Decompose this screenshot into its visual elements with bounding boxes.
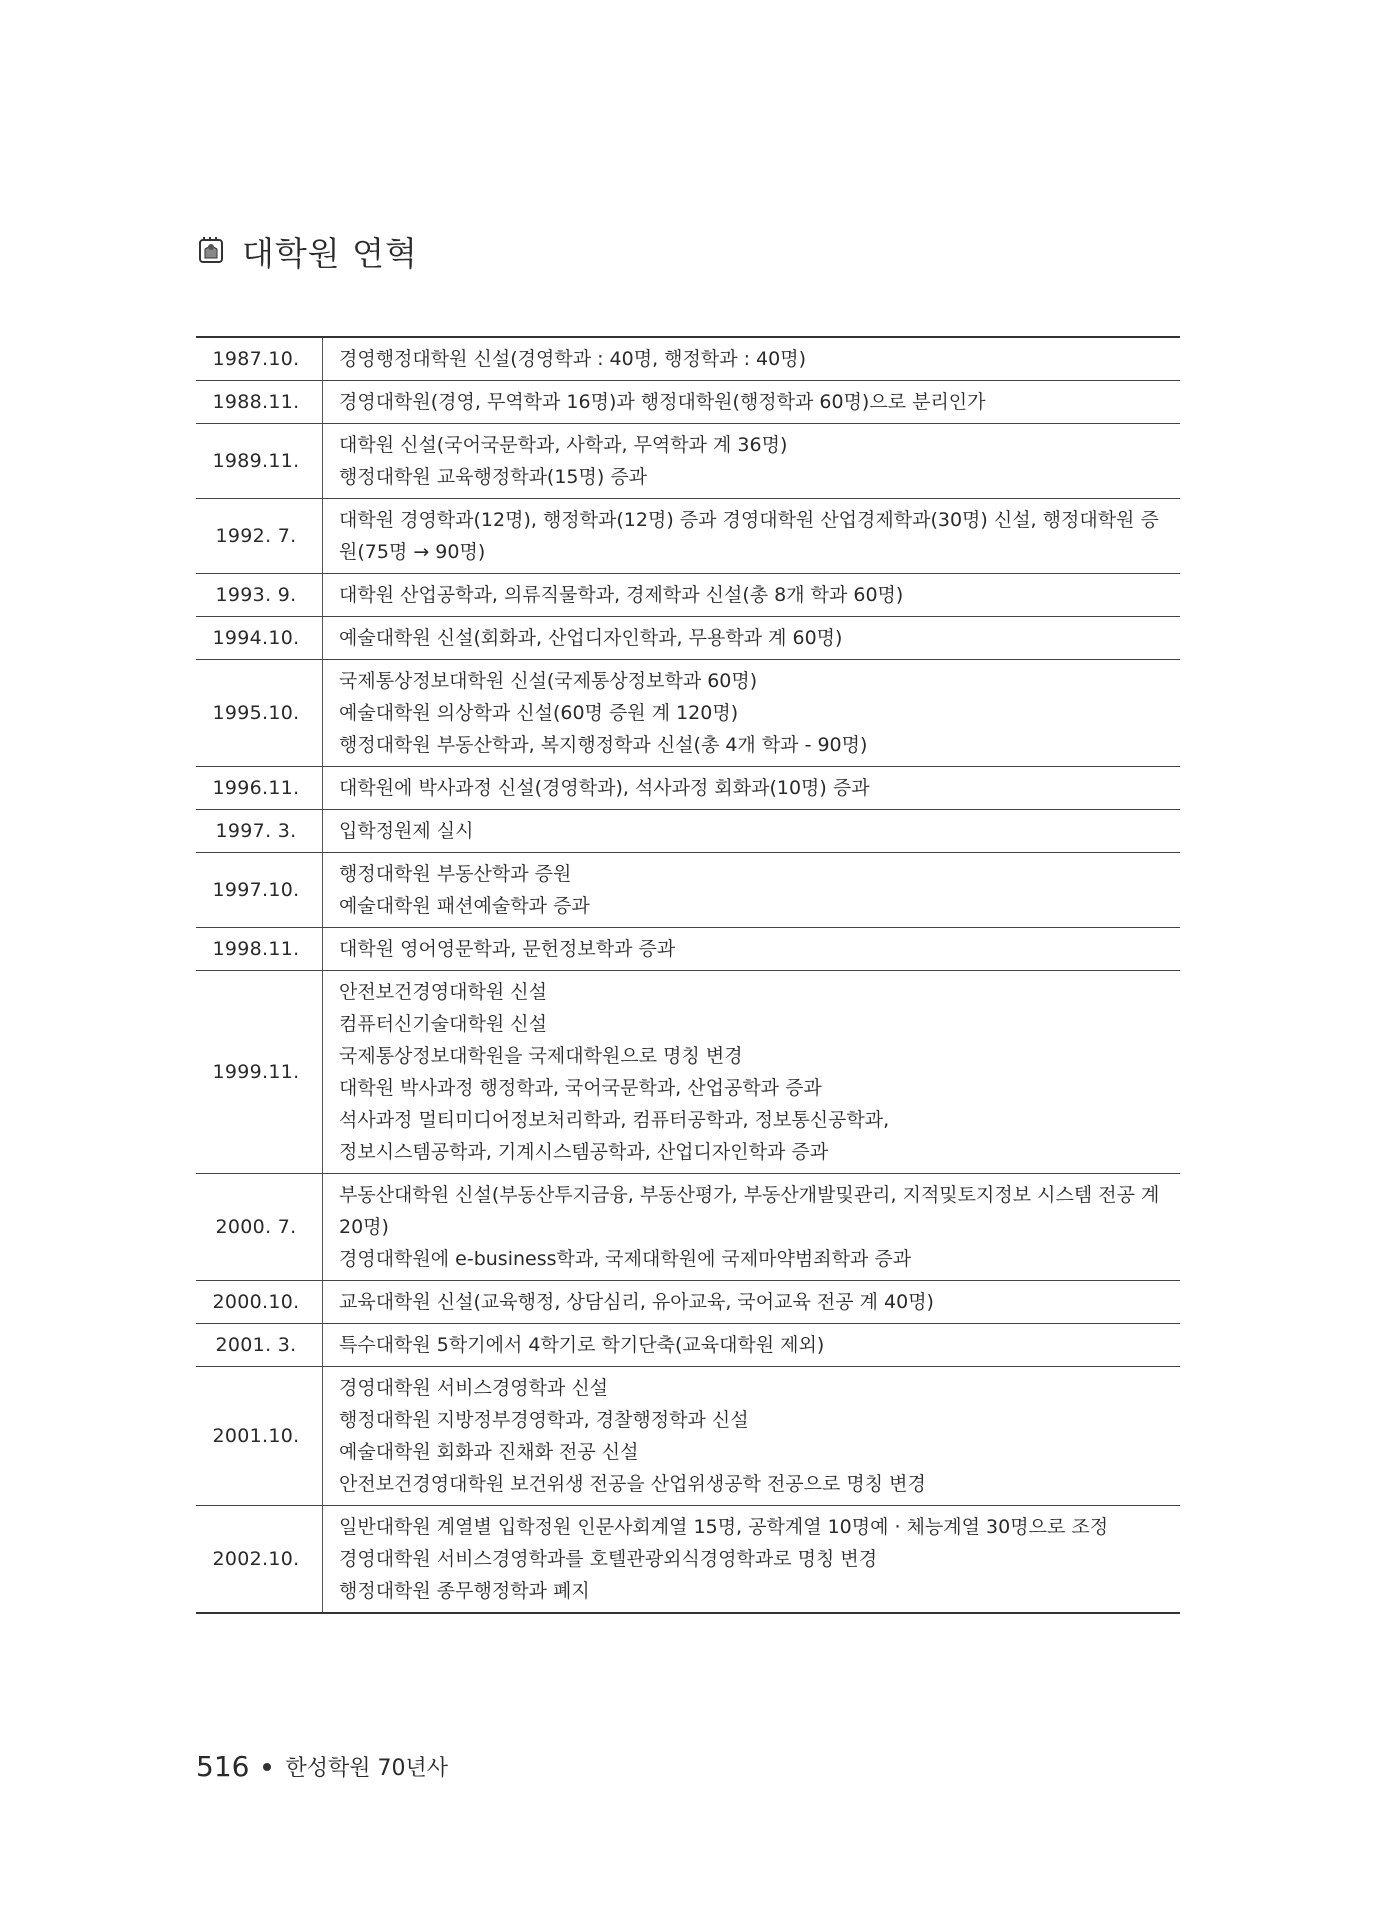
history-date: 1992. 7. [196,499,323,574]
history-line: 행정대학원 부동산학과 증원 [339,863,572,885]
history-date: 1987.10. [196,337,323,381]
footer-bullet-icon [263,1763,271,1771]
history-line: 대학원에 박사과정 신설(경영학과), 석사과정 회화과(10명) 증과 [339,777,870,799]
table-row [196,1324,1180,1367]
history-table-wrapper [196,336,1180,1614]
history-description [323,660,1181,767]
history-description [323,337,1181,381]
history-description [323,767,1181,810]
history-date: 2000. 7. [196,1174,323,1281]
history-line: 석사과정 멀티미디어정보처리학과, 컴퓨터공학과, 정보통신공학과, [339,1109,890,1131]
history-description [323,381,1181,424]
history-description [323,928,1181,971]
table-row [196,971,1180,1174]
history-date: 1998.11. [196,928,323,971]
table-row [196,660,1180,767]
history-line: 행정대학원 부동산학과, 복지행정학과 신설(총 4개 학과 - 90명) [339,734,868,756]
history-description [323,1174,1181,1281]
table-row [196,1174,1180,1281]
table-row [196,574,1180,617]
section-title [196,226,418,276]
history-date: 1989.11. [196,424,323,499]
history-date: 2001. 3. [196,1324,323,1367]
history-line: 정보시스템공학과, 기계시스템공학과, 산업디자인학과 증과 [339,1141,829,1163]
history-date: 1997.10. [196,853,323,928]
section-title-text: 대학원 연혁 [242,233,418,273]
history-line: 경영대학원 서비스경영학과 신설 [339,1377,609,1399]
history-description [323,1281,1181,1324]
history-date: 1988.11. [196,381,323,424]
table-row [196,767,1180,810]
history-line: 행정대학원 지방정부경영학과, 경찰행정학과 신설 [339,1409,749,1431]
history-date: 2000.10. [196,1281,323,1324]
history-line: 입학정원제 실시 [339,820,474,842]
table-row [196,617,1180,660]
history-line: 예술대학원 의상학과 신설(60명 증원 계 120명) [339,702,739,724]
table-row [196,1281,1180,1324]
table-row [196,337,1180,381]
history-date: 1999.11. [196,971,323,1174]
history-line: 대학원 박사과정 행정학과, 국어국문학과, 산업공학과 증과 [339,1077,822,1099]
history-description [323,499,1181,574]
history-description [323,424,1181,499]
history-line: 대학원 영어영문학과, 문헌정보학과 증과 [339,938,676,960]
history-date: 1995.10. [196,660,323,767]
history-line: 국제통상정보대학원 신설(국제통상정보학과 60명) [339,670,758,692]
history-table [196,336,1180,1614]
history-date: 1993. 9. [196,574,323,617]
history-line: 경영행정대학원 신설(경영학과 : 40명, 행정학과 : 40명) [339,348,806,370]
history-line: 특수대학원 5학기에서 4학기로 학기단축(교육대학원 제외) [339,1334,825,1356]
history-table-body [196,337,1180,1613]
history-line: 대학원 산업공학과, 의류직물학과, 경제학과 신설(총 8개 학과 60명) [339,584,904,606]
history-date: 1996.11. [196,767,323,810]
table-row [196,810,1180,853]
history-description [323,810,1181,853]
history-description [323,1506,1181,1614]
history-line: 행정대학원 교육행정학과(15명) 증과 [339,466,648,488]
history-date: 1994.10. [196,617,323,660]
page-footer [196,1750,448,1783]
history-description [323,1367,1181,1506]
history-description [323,574,1181,617]
notebook-icon [196,236,226,266]
history-line: 컴퓨터신기술대학원 신설 [339,1013,547,1035]
history-line: 대학원 경영학과(12명), 행정학과(12명) 증과 경영대학원 산업경제학과(30명) 신설, 행정대학원 증원(75명 → 90명) [339,509,1159,563]
history-description [323,971,1181,1174]
history-line: 부동산대학원 신설(부동산투지금융, 부동산평가, 부동산개발및관리, 지적및토지정보 시스템 전공 계 20명) [339,1184,1160,1238]
history-line: 경영대학원(경영, 무역학과 16명)과 행정대학원(행정학과 60명)으로 분리인가 [339,391,986,413]
table-row [196,1367,1180,1506]
table-row [196,853,1180,928]
history-description [323,617,1181,660]
history-date: 2002.10. [196,1506,323,1614]
history-line: 경영대학원 서비스경영학과를 호텔관광외식경영학과로 명칭 변경 [339,1548,878,1570]
page-number: 516 [196,1750,250,1783]
history-line: 경영대학원에 e-business학과, 국제대학원에 국제마약범죄학과 증과 [339,1248,912,1270]
history-line: 일반대학원 계열별 입학정원 인문사회계열 15명, 공학계열 10명예 · 체능계열 30명으로 조정 [339,1516,1109,1538]
history-description [323,853,1181,928]
history-date: 1997. 3. [196,810,323,853]
history-line: 국제통상정보대학원을 국제대학원으로 명칭 변경 [339,1045,743,1067]
history-description [323,1324,1181,1367]
history-line: 예술대학원 신설(회화과, 산업디자인학과, 무용학과 계 60명) [339,627,843,649]
history-date: 2001.10. [196,1367,323,1506]
history-line: 대학원 신설(국어국문학과, 사학과, 무역학과 계 36명) [339,434,788,456]
table-row [196,499,1180,574]
history-line: 예술대학원 회화과 진채화 전공 신설 [339,1441,639,1463]
history-line: 행정대학원 종무행정학과 폐지 [339,1580,590,1602]
table-row [196,381,1180,424]
table-row [196,424,1180,499]
history-line: 예술대학원 패션예술학과 증과 [339,895,590,917]
book-title: 한성학원 70년사 [285,1756,448,1781]
table-row [196,928,1180,971]
history-line: 안전보건경영대학원 보건위생 전공을 산업위생공학 전공으로 명칭 변경 [339,1473,926,1495]
history-line: 안전보건경영대학원 신설 [339,981,547,1003]
history-line: 교육대학원 신설(교육행정, 상담심리, 유아교육, 국어교육 전공 계 40명) [339,1291,934,1313]
table-row [196,1506,1180,1614]
